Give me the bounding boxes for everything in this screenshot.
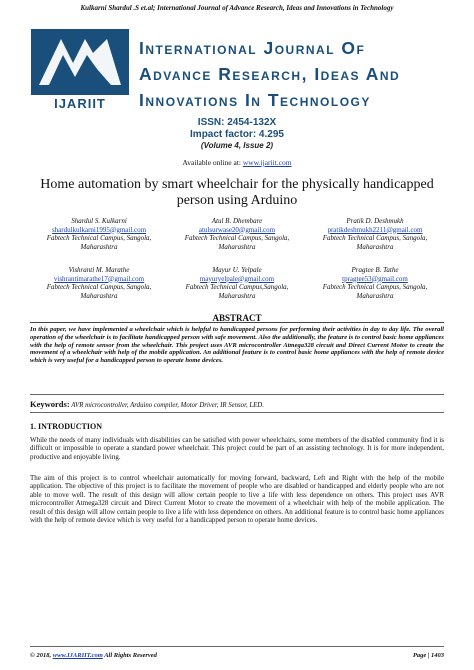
author-affiliation: Fabtech Technical Campus, Sangola, Maharashtra (184, 234, 290, 251)
keywords-divider (30, 394, 444, 395)
author-block (168, 266, 306, 300)
author-email[interactable]: tpragtee53@gmail.com (342, 274, 408, 283)
author-affiliation: Fabtech Technical Campus, Sangola, Maharashtra (46, 283, 152, 300)
issn: ISSN: 2454-132X (197, 117, 277, 128)
impact-factor: Impact factor: 4.295 (190, 129, 284, 140)
journal-title-line: Advance Research, Ideas And (139, 64, 401, 84)
intro-paragraph: The aim of this project is to control wheelchair automatically for moving forward, backward, Left and Right with the help of the mobile application. The objective of this project is to facilitate the movement of people who are disabled or handicapped and elderly people who are not able to move well. The result of this design will allow certain people to live a life with less dependence on others. This project uses AVR microcontroller Atmega328 circuit and Direct Current Motor to create the movement of a wheelchair with help of the mobile application. The result of this design will allow certain people to live a life with less dependence on others. An additional feature is to control basic home appliances with the help of remote device which is very useful for a handicapped person to operate home devices. (30, 474, 444, 525)
author-name: Atul B. Dhembare (211, 217, 263, 225)
abstract-heading: ABSTRACT (212, 313, 262, 323)
authors-row (30, 266, 444, 300)
author-block (30, 217, 168, 251)
author-email[interactable]: pratikdeshmukh2211@gmail.com (327, 225, 423, 234)
authors-row (30, 217, 444, 251)
section-heading: 1. INTRODUCTION (30, 422, 103, 431)
author-email[interactable]: mayuryelpale@gmail.com (199, 274, 275, 283)
author-name: Vishranti M. Marathe (68, 266, 130, 274)
abstract-text: In this paper, we have implemented a wheelchair which is helpful to handicapped persons for performing their activities in day to day life. The overall operation of the wheelchair is to facilitate handicapped person with safe movement. Also the additionally, the feature is to control basic home appliances with the help of remote sensor from the wheelchair. This project uses AVR microcontroller Atmega328 circuit and Direct Current Motor to create the movement of a wheelchair with help of the mobile application. An additional feature is to control basic home appliances with the help of remote device which is very useful for a handicapped person to operate home devices. (30, 326, 444, 365)
author-email[interactable]: shardulkulkarni1995@gmail.com (51, 225, 147, 234)
author-name: Mayur U. Yelpale (212, 266, 262, 274)
logo-wordmark: IJARIIT (54, 96, 106, 111)
journal-title (139, 35, 457, 113)
author-email[interactable]: atulsurwase20@gmail.com (198, 225, 276, 234)
online-availability (0, 158, 474, 167)
footer-link[interactable]: www.IJARIIT.com (52, 652, 103, 659)
page-number: Page | 1403 (412, 652, 444, 659)
copyright-suffix: All Rights Reserved (102, 652, 157, 659)
author-email[interactable]: vishrantimarathe17@gmail.com (53, 274, 145, 283)
copyright (30, 652, 157, 659)
journal-title-line: Innovations In Technology (139, 90, 371, 110)
keywords (30, 399, 444, 409)
author-name: Pratik D. Deshmukh (346, 217, 404, 225)
journal-link[interactable]: www.ijariit.com (242, 158, 292, 167)
author-name: Shardul S. Kulkarni (71, 217, 127, 225)
journal-meta (0, 117, 474, 151)
keywords-label: Keywords: (30, 399, 70, 409)
author-block (306, 217, 444, 251)
paper-title: Home automation by smart wheelchair for the physically handicapped person using Arduino (40, 177, 434, 208)
author-block (30, 266, 168, 300)
author-block (306, 266, 444, 300)
author-affiliation: Fabtech Technical Campus,Sangola, Maharashtra (185, 283, 289, 300)
journal-title-line: International Journal Of (139, 38, 366, 58)
copyright-prefix: © 2018, (30, 652, 53, 659)
footer-divider (30, 646, 444, 647)
author-name: Pragtee B. Tathe (351, 266, 399, 274)
author-block (168, 217, 306, 251)
author-affiliation: Fabtech Technical Campus, Sangola, Maharashtra (322, 283, 428, 300)
section-divider (30, 412, 444, 413)
author-affiliation: Fabtech Technical Campus, Sangola, Maharashtra (46, 234, 152, 251)
keywords-list: AVR microcontroller, Arduino compiler, Motor Driver, IR Sensor, LED. (69, 402, 264, 409)
running-header: Kulkarni Shardul .S et.al; International Journal of Advance Research, Ideas and Innovations in Technology (80, 4, 394, 12)
volume-issue: (Volume 4, Issue 2) (200, 141, 274, 150)
online-prefix: Available online at: (182, 158, 243, 167)
journal-masthead (31, 29, 451, 113)
intro-paragraph: While the needs of many individuals with disabilities can be satisfied with power wheelchairs, some members of the disabled community find it is difficult or impossible to operate a standard power wheelchair. This project could be part of an assisting technology. It is for more independent, productive and enjoyable living. (30, 436, 444, 461)
author-affiliation: Fabtech Technical Campus, Sangola, Maharashtra (322, 234, 428, 251)
